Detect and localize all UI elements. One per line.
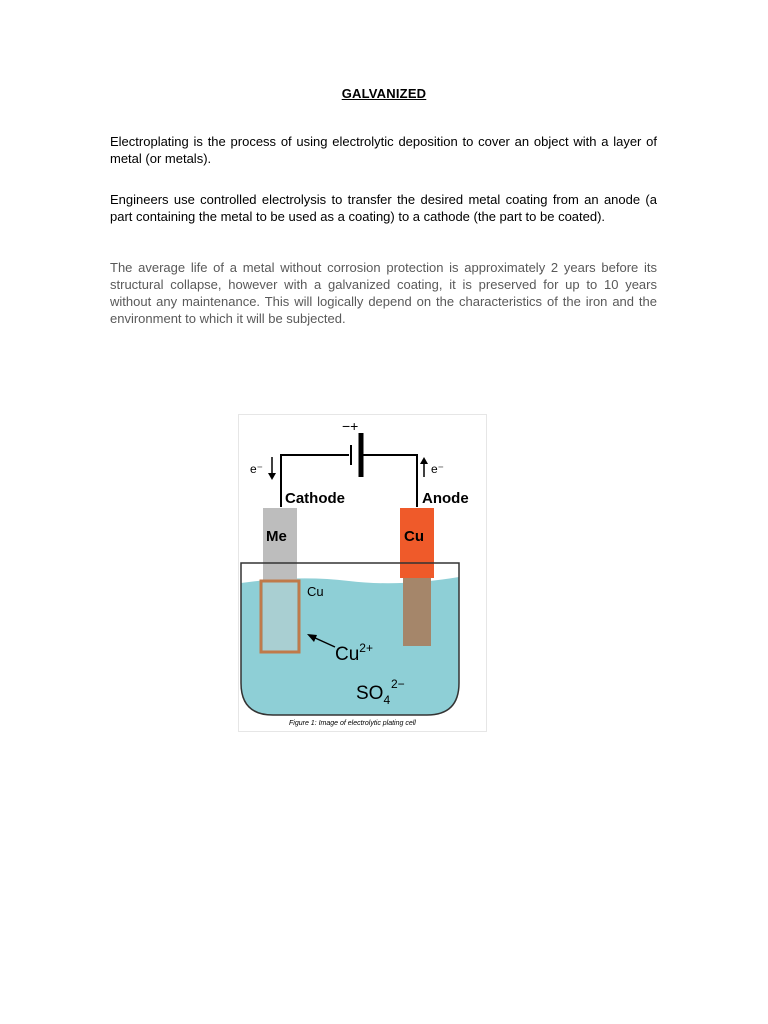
electron-label-left: e⁻ <box>250 462 264 476</box>
electrolytic-cell-diagram <box>239 415 486 731</box>
paragraph-average-life: The average life of a metal without corrosion protection is approximately 2 years before its structural collapse, however with a galvanized coating, it is preserved for up to 10 years without any maintenance. This will logically depend on the characteristics of the iron and the environment to which it will be subjected. <box>110 260 657 326</box>
ion-label: $Cu^{2+}$ <box>335 641 373 665</box>
arrow-up-icon <box>420 457 428 464</box>
anode-label: Anode <box>422 490 469 507</box>
sulfate-charge: 2− <box>391 677 405 691</box>
cathode-metal-label: Me <box>266 528 287 545</box>
page-title: GALVANIZED <box>341 86 427 101</box>
ion-charge: 2+ <box>359 641 373 655</box>
circuit-wire-right <box>361 455 417 507</box>
anode-rod-submerged <box>403 578 431 646</box>
cathode-label: Cathode <box>285 490 345 507</box>
paragraph-engineers: Engineers use controlled electrolysis to transfer the desired metal coating from an anode (a part containing the metal to be used as a coating) to a cathode (the part to be coated). <box>110 192 657 224</box>
arrow-down-icon <box>268 473 276 480</box>
battery-polarity-label: −+ <box>342 418 359 434</box>
paragraph-electroplating: Electroplating is the process of using electrolytic deposition to cover an object with a layer of metal (or metals). <box>110 134 657 166</box>
anode-metal-label: Cu <box>404 528 424 545</box>
sulfate-subscript: 4 <box>383 693 391 707</box>
cathode-rod-submerged <box>263 580 297 652</box>
electron-label-right: e⁻ <box>431 462 445 476</box>
electrolytic-cell-figure <box>238 414 487 732</box>
figure-caption: Figure 1: Image of electrolytic plating cell <box>289 720 416 727</box>
sulfate-label: $SO_4$ <box>356 683 391 707</box>
coating-label: Cu <box>307 584 324 599</box>
